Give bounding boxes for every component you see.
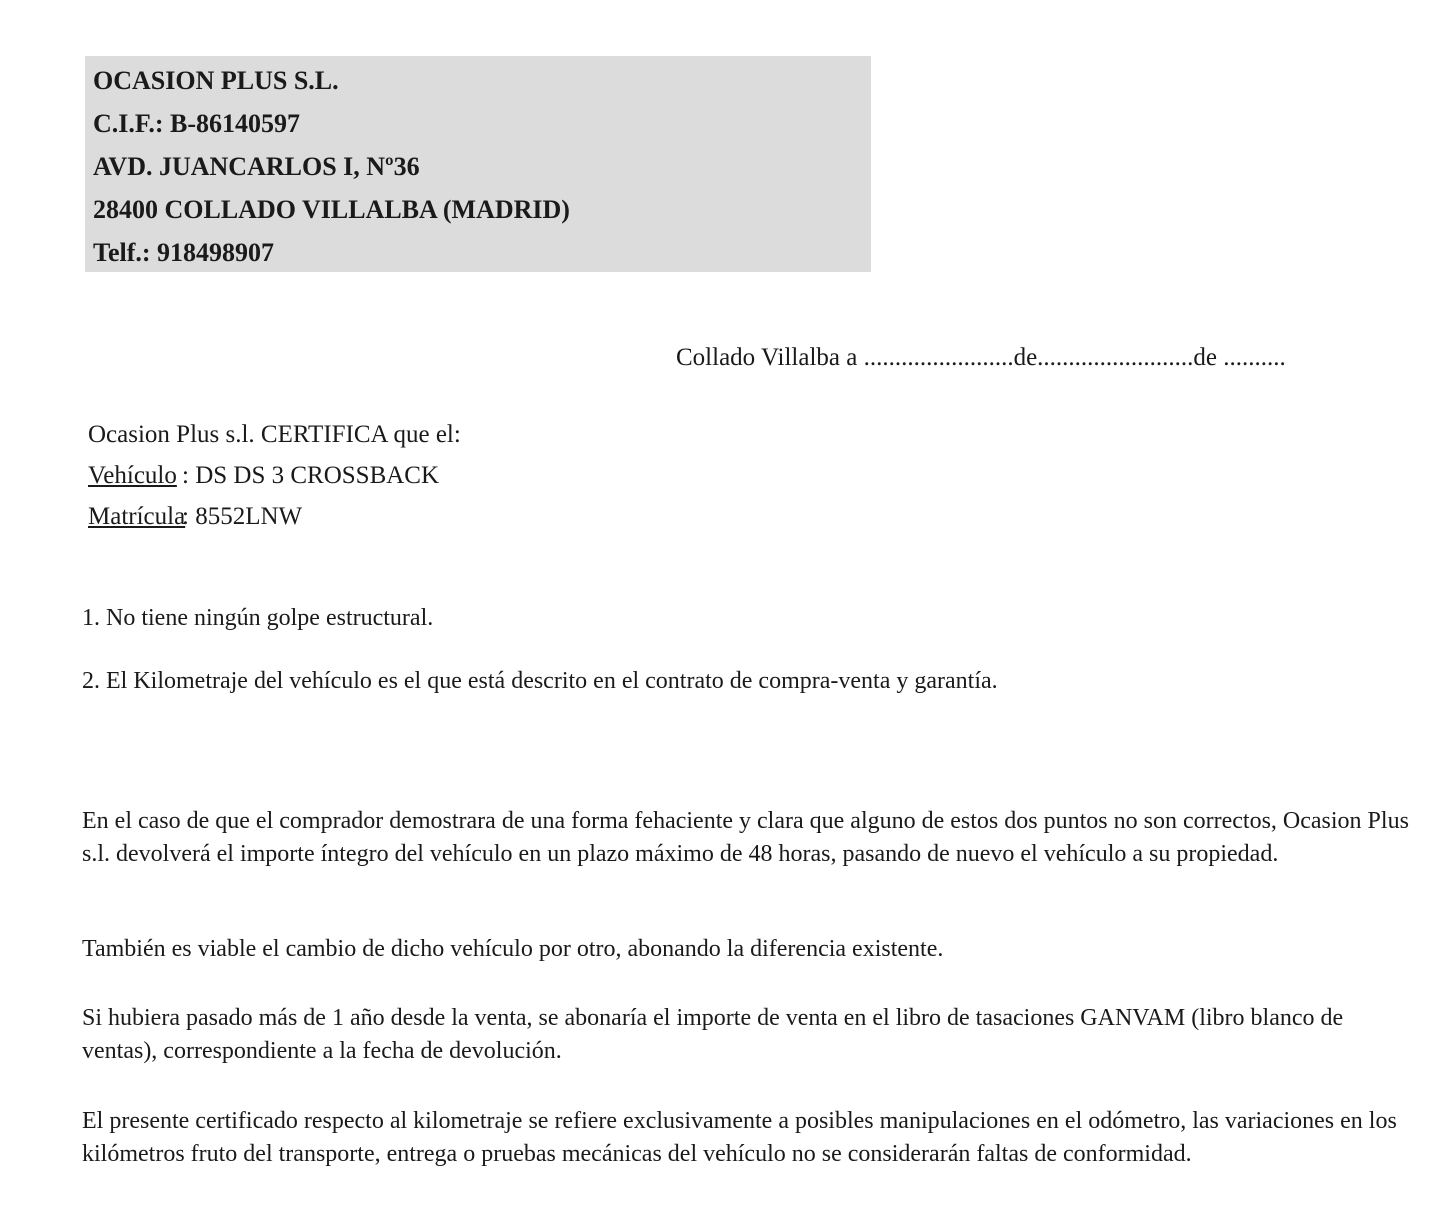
vehicle-field bbox=[88, 455, 461, 496]
plate-field bbox=[88, 496, 461, 537]
certification-intro: Ocasion Plus s.l. CERTIFICA que el: bbox=[88, 421, 461, 448]
refund-paragraph: En el caso de que el comprador demostrara de una forma fehaciente y clara que alguno de estos dos puntos no son correctos, Ocasion Plus s.l. devolverá el importe íntegro del vehículo en un plazo máximo de 48 horas, pasando de nuevo el vehículo a su propiedad. bbox=[82, 808, 1409, 867]
plate-value: : 8552LNW bbox=[182, 503, 303, 530]
company-cif: C.I.F.: B-86140597 bbox=[93, 109, 301, 138]
company-name: OCASION PLUS S.L. bbox=[93, 66, 339, 95]
certification-block bbox=[88, 414, 461, 537]
certified-point-1: 1. No tiene ningún golpe estructural. bbox=[82, 605, 434, 631]
vehicle-label: Vehículo bbox=[88, 462, 177, 489]
company-phone: Telf.: 918498907 bbox=[93, 238, 275, 267]
ganvam-paragraph: Si hubiera pasado más de 1 año desde la venta, se abonaría el importe de venta en el libro de tasaciones GANVAM (libro blanco de ventas), correspondiente a la fecha de devolución. bbox=[82, 1005, 1344, 1064]
vehicle-value: : DS DS 3 CROSSBACK bbox=[182, 462, 440, 489]
plate-label: Matrícula bbox=[88, 503, 186, 530]
company-header-box bbox=[85, 56, 871, 272]
exchange-paragraph: También es viable el cambio de dicho vehículo por otro, abonando la diferencia existente. bbox=[82, 936, 944, 962]
certified-point-2: 2. El Kilometraje del vehículo es el que está descrito en el contrato de compra-venta y garantía. bbox=[82, 668, 998, 694]
company-city: 28400 COLLADO VILLALBA (MADRID) bbox=[93, 195, 570, 224]
odometer-disclaimer-paragraph: El presente certificado respecto al kilometraje se refiere exclusivamente a posibles manipulaciones en el odómetro, las variaciones en los kilómetros fruto del transporte, entrega o pruebas mecánicas del vehículo no se considerarán faltas de conformidad. bbox=[82, 1108, 1397, 1167]
date-line: Collado Villalba a ........................de.........................de .......... bbox=[676, 344, 1286, 371]
company-address: AVD. JUANCARLOS I, Nº36 bbox=[93, 152, 420, 181]
